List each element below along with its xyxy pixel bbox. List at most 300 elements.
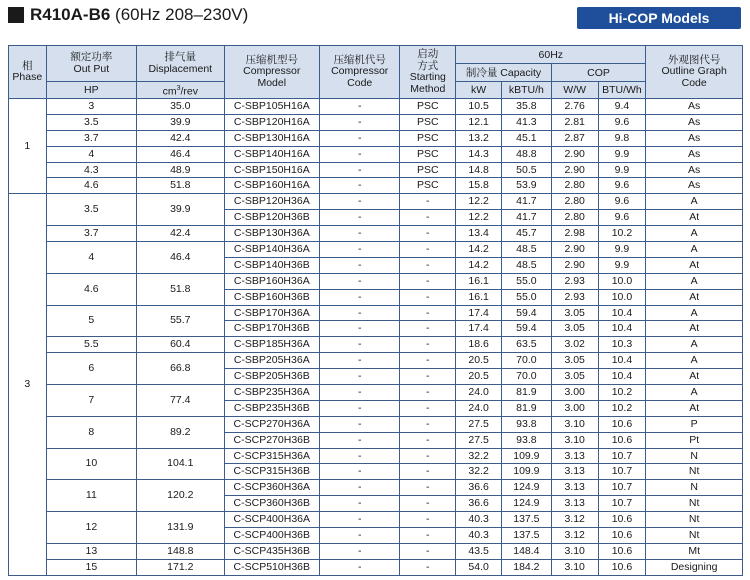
capacity-kbtu-cell: 41.7 bbox=[501, 210, 551, 226]
capacity-kbtu-cell: 50.5 bbox=[501, 162, 551, 178]
header-output: 额定功率 Out Put bbox=[46, 46, 136, 82]
power-spec: (60Hz 208–230V) bbox=[115, 5, 249, 24]
cop-ww-cell: 2.98 bbox=[551, 226, 598, 242]
displacement-cell: 46.4 bbox=[137, 146, 224, 162]
compressor-model-cell: C-SBP140H16A bbox=[224, 146, 320, 162]
displacement-cell: 104.1 bbox=[137, 448, 224, 480]
output-hp-cell: 3.5 bbox=[46, 194, 136, 226]
cop-btuwh-cell: 10.4 bbox=[598, 353, 646, 369]
compressor-code-cell: - bbox=[320, 543, 400, 559]
cop-ww-cell: 2.76 bbox=[551, 99, 598, 115]
outline-code-cell: At bbox=[646, 369, 743, 385]
cop-ww-cell: 3.13 bbox=[551, 496, 598, 512]
capacity-kbtu-cell: 70.0 bbox=[501, 369, 551, 385]
capacity-kbtu-cell: 81.9 bbox=[501, 400, 551, 416]
outline-code-cell: A bbox=[646, 385, 743, 401]
outline-code-cell: At bbox=[646, 210, 743, 226]
cop-ww-cell: 2.93 bbox=[551, 289, 598, 305]
header-unit-kw: kW bbox=[456, 82, 502, 99]
compressor-code-cell: - bbox=[320, 369, 400, 385]
starting-method-cell: - bbox=[400, 273, 456, 289]
capacity-kw-cell: 12.2 bbox=[456, 194, 502, 210]
table-row bbox=[9, 242, 743, 258]
compressor-code-cell: - bbox=[320, 289, 400, 305]
cop-ww-cell: 3.12 bbox=[551, 512, 598, 528]
capacity-kw-cell: 16.1 bbox=[456, 289, 502, 305]
outline-code-cell: As bbox=[646, 114, 743, 130]
capacity-kbtu-cell: 70.0 bbox=[501, 353, 551, 369]
starting-method-cell: - bbox=[400, 464, 456, 480]
compressor-model-cell: C-SCP270H36B bbox=[224, 432, 320, 448]
compressor-code-cell: - bbox=[320, 162, 400, 178]
cop-ww-cell: 3.10 bbox=[551, 416, 598, 432]
page-title bbox=[30, 3, 248, 27]
cop-ww-cell: 3.13 bbox=[551, 464, 598, 480]
header-unit-displacement: $cm^3$/rev bbox=[137, 82, 224, 99]
compressor-code-cell: - bbox=[320, 99, 400, 115]
header-starting-method: 启动 方式 Starting Method bbox=[400, 46, 456, 99]
compressor-model-cell: C-SCP400H36B bbox=[224, 528, 320, 544]
starting-method-cell: - bbox=[400, 305, 456, 321]
capacity-kbtu-cell: 81.9 bbox=[501, 385, 551, 401]
capacity-kw-cell: 27.5 bbox=[456, 432, 502, 448]
output-hp-cell: 7 bbox=[46, 385, 136, 417]
output-hp-cell: 12 bbox=[46, 512, 136, 544]
outline-code-cell: Nt bbox=[646, 464, 743, 480]
header-unit-ww: W/W bbox=[551, 82, 598, 99]
starting-method-cell: - bbox=[400, 257, 456, 273]
cop-ww-cell: 3.13 bbox=[551, 480, 598, 496]
cop-btuwh-cell: 10.6 bbox=[598, 543, 646, 559]
header-cop: COP bbox=[551, 64, 646, 82]
cop-btuwh-cell: 10.2 bbox=[598, 400, 646, 416]
output-hp-cell: 4.6 bbox=[46, 178, 136, 194]
cop-btuwh-cell: 10.2 bbox=[598, 226, 646, 242]
header-capacity: 制冷量 Capacity bbox=[456, 64, 552, 82]
output-hp-cell: 11 bbox=[46, 480, 136, 512]
cop-ww-cell: 3.10 bbox=[551, 543, 598, 559]
capacity-kbtu-cell: 124.9 bbox=[501, 480, 551, 496]
compressor-code-cell: - bbox=[320, 242, 400, 258]
starting-method-cell: PSC bbox=[400, 114, 456, 130]
capacity-kbtu-cell: 63.5 bbox=[501, 337, 551, 353]
phase-cell: 3 bbox=[9, 194, 47, 575]
displacement-cell: 66.8 bbox=[137, 353, 224, 385]
cop-btuwh-cell: 10.3 bbox=[598, 337, 646, 353]
output-hp-cell: 15 bbox=[46, 559, 136, 575]
outline-code-cell: Pt bbox=[646, 432, 743, 448]
starting-method-cell: - bbox=[400, 321, 456, 337]
compressor-model-cell: C-SBP235H36A bbox=[224, 385, 320, 401]
cop-btuwh-cell: 10.7 bbox=[598, 448, 646, 464]
starting-method-cell: - bbox=[400, 512, 456, 528]
capacity-kbtu-cell: 109.9 bbox=[501, 448, 551, 464]
compressor-model-cell: C-SBP130H36A bbox=[224, 226, 320, 242]
displacement-cell: 55.7 bbox=[137, 305, 224, 337]
capacity-kw-cell: 20.5 bbox=[456, 353, 502, 369]
cop-btuwh-cell: 9.4 bbox=[598, 99, 646, 115]
compressor-code-cell: - bbox=[320, 146, 400, 162]
starting-method-cell: - bbox=[400, 226, 456, 242]
compressor-model-cell: C-SBP205H36B bbox=[224, 369, 320, 385]
compressor-code-cell: - bbox=[320, 480, 400, 496]
compressor-code-cell: - bbox=[320, 464, 400, 480]
cop-btuwh-cell: 9.6 bbox=[598, 114, 646, 130]
cop-btuwh-cell: 9.8 bbox=[598, 130, 646, 146]
header-compressor-code: 压缩机代号 Compressor Code bbox=[320, 46, 400, 99]
cop-btuwh-cell: 10.2 bbox=[598, 385, 646, 401]
displacement-cell: 148.8 bbox=[137, 543, 224, 559]
capacity-kbtu-cell: 59.4 bbox=[501, 321, 551, 337]
cop-btuwh-cell: 9.9 bbox=[598, 146, 646, 162]
header-unit-btuwh: BTU/Wh bbox=[598, 82, 646, 99]
capacity-kw-cell: 40.3 bbox=[456, 512, 502, 528]
output-hp-cell: 8 bbox=[46, 416, 136, 448]
starting-method-cell: - bbox=[400, 289, 456, 305]
cop-btuwh-cell: 10.6 bbox=[598, 512, 646, 528]
capacity-kw-cell: 32.2 bbox=[456, 448, 502, 464]
capacity-kw-cell: 13.2 bbox=[456, 130, 502, 146]
table-row bbox=[9, 194, 743, 210]
outline-code-cell: As bbox=[646, 178, 743, 194]
capacity-kbtu-cell: 184.2 bbox=[501, 559, 551, 575]
capacity-kbtu-cell: 35.8 bbox=[501, 99, 551, 115]
outline-code-cell: A bbox=[646, 194, 743, 210]
table-row bbox=[9, 162, 743, 178]
compressor-code-cell: - bbox=[320, 512, 400, 528]
capacity-kw-cell: 14.3 bbox=[456, 146, 502, 162]
compressor-code-cell: - bbox=[320, 528, 400, 544]
output-hp-cell: 4.6 bbox=[46, 273, 136, 305]
outline-code-cell: A bbox=[646, 273, 743, 289]
header-unit-hp: HP bbox=[46, 82, 136, 99]
cop-ww-cell: 3.10 bbox=[551, 432, 598, 448]
title-bullet bbox=[8, 7, 24, 23]
starting-method-cell: PSC bbox=[400, 130, 456, 146]
cop-ww-cell: 3.05 bbox=[551, 321, 598, 337]
capacity-kbtu-cell: 48.5 bbox=[501, 257, 551, 273]
cop-btuwh-cell: 10.6 bbox=[598, 416, 646, 432]
displacement-cell: 42.4 bbox=[137, 226, 224, 242]
capacity-kbtu-cell: 93.8 bbox=[501, 416, 551, 432]
capacity-kw-cell: 17.4 bbox=[456, 321, 502, 337]
cop-ww-cell: 2.90 bbox=[551, 257, 598, 273]
compressor-model-cell: C-SBP170H36A bbox=[224, 305, 320, 321]
output-hp-cell: 3 bbox=[46, 99, 136, 115]
capacity-kw-cell: 40.3 bbox=[456, 528, 502, 544]
cop-btuwh-cell: 10.4 bbox=[598, 321, 646, 337]
outline-code-cell: Designing bbox=[646, 559, 743, 575]
header-displacement: 排气量 Displacement bbox=[137, 46, 224, 82]
compressor-code-cell: - bbox=[320, 353, 400, 369]
compressor-model-cell: C-SBP235H36B bbox=[224, 400, 320, 416]
cop-ww-cell: 2.93 bbox=[551, 273, 598, 289]
displacement-cell: 171.2 bbox=[137, 559, 224, 575]
compressor-model-cell: C-SCP435H36B bbox=[224, 543, 320, 559]
outline-code-cell: Mt bbox=[646, 543, 743, 559]
outline-code-cell: A bbox=[646, 242, 743, 258]
capacity-kw-cell: 14.2 bbox=[456, 257, 502, 273]
outline-code-cell: N bbox=[646, 480, 743, 496]
cop-btuwh-cell: 10.7 bbox=[598, 496, 646, 512]
capacity-kw-cell: 36.6 bbox=[456, 496, 502, 512]
outline-code-cell: At bbox=[646, 289, 743, 305]
header-compressor-model: 压缩机型号 Compressor Model bbox=[224, 46, 320, 99]
cop-btuwh-cell: 10.7 bbox=[598, 480, 646, 496]
compressor-code-cell: - bbox=[320, 321, 400, 337]
capacity-kbtu-cell: 41.7 bbox=[501, 194, 551, 210]
cop-ww-cell: 3.05 bbox=[551, 369, 598, 385]
starting-method-cell: - bbox=[400, 242, 456, 258]
capacity-kbtu-cell: 93.8 bbox=[501, 432, 551, 448]
starting-method-cell: PSC bbox=[400, 162, 456, 178]
starting-method-cell: PSC bbox=[400, 99, 456, 115]
outline-code-cell: At bbox=[646, 400, 743, 416]
compressor-model-cell: C-SBP130H16A bbox=[224, 130, 320, 146]
outline-code-cell: As bbox=[646, 130, 743, 146]
starting-method-cell: - bbox=[400, 385, 456, 401]
compressor-model-cell: C-SBP120H36B bbox=[224, 210, 320, 226]
output-hp-cell: 6 bbox=[46, 353, 136, 385]
starting-method-cell: PSC bbox=[400, 146, 456, 162]
capacity-kw-cell: 12.2 bbox=[456, 210, 502, 226]
outline-code-cell: P bbox=[646, 416, 743, 432]
cop-ww-cell: 2.90 bbox=[551, 162, 598, 178]
compressor-model-cell: C-SBP140H36B bbox=[224, 257, 320, 273]
outline-code-cell: At bbox=[646, 257, 743, 273]
capacity-kbtu-cell: 124.9 bbox=[501, 496, 551, 512]
outline-code-cell: At bbox=[646, 321, 743, 337]
table-row bbox=[9, 480, 743, 496]
compressor-code-cell: - bbox=[320, 226, 400, 242]
capacity-kbtu-cell: 109.9 bbox=[501, 464, 551, 480]
cop-ww-cell: 3.13 bbox=[551, 448, 598, 464]
compressor-model-cell: C-SBP120H36A bbox=[224, 194, 320, 210]
cop-btuwh-cell: 9.9 bbox=[598, 257, 646, 273]
compressor-code-cell: - bbox=[320, 559, 400, 575]
compressor-code-cell: - bbox=[320, 496, 400, 512]
spec-table bbox=[8, 45, 743, 576]
compressor-model-cell: C-SBP120H16A bbox=[224, 114, 320, 130]
starting-method-cell: - bbox=[400, 369, 456, 385]
header-60hz: 60Hz bbox=[456, 46, 646, 64]
displacement-cell: 39.9 bbox=[137, 194, 224, 226]
capacity-kw-cell: 24.0 bbox=[456, 385, 502, 401]
phase-cell: 1 bbox=[9, 99, 47, 194]
capacity-kbtu-cell: 48.5 bbox=[501, 242, 551, 258]
capacity-kbtu-cell: 55.0 bbox=[501, 273, 551, 289]
displacement-cell: 120.2 bbox=[137, 480, 224, 512]
cop-ww-cell: 3.00 bbox=[551, 385, 598, 401]
refrigerant-model: R410A-B6 bbox=[30, 5, 111, 24]
compressor-model-cell: C-SBP160H36A bbox=[224, 273, 320, 289]
capacity-kbtu-cell: 45.7 bbox=[501, 226, 551, 242]
capacity-kw-cell: 16.1 bbox=[456, 273, 502, 289]
hi-cop-badge: Hi-COP Models bbox=[577, 7, 741, 29]
displacement-cell: 77.4 bbox=[137, 385, 224, 417]
cop-ww-cell: 2.87 bbox=[551, 130, 598, 146]
compressor-model-cell: C-SBP105H16A bbox=[224, 99, 320, 115]
capacity-kw-cell: 14.8 bbox=[456, 162, 502, 178]
cop-ww-cell: 3.02 bbox=[551, 337, 598, 353]
table-row bbox=[9, 385, 743, 401]
displacement-cell: 42.4 bbox=[137, 130, 224, 146]
output-hp-cell: 4 bbox=[46, 242, 136, 274]
capacity-kw-cell: 15.8 bbox=[456, 178, 502, 194]
output-hp-cell: 5.5 bbox=[46, 337, 136, 353]
table-row bbox=[9, 305, 743, 321]
displacement-cell: 60.4 bbox=[137, 337, 224, 353]
capacity-kw-cell: 36.6 bbox=[456, 480, 502, 496]
capacity-kw-cell: 10.5 bbox=[456, 99, 502, 115]
starting-method-cell: - bbox=[400, 480, 456, 496]
capacity-kw-cell: 24.0 bbox=[456, 400, 502, 416]
cop-ww-cell: 2.80 bbox=[551, 178, 598, 194]
capacity-kw-cell: 20.5 bbox=[456, 369, 502, 385]
capacity-kbtu-cell: 59.4 bbox=[501, 305, 551, 321]
output-hp-cell: 5 bbox=[46, 305, 136, 337]
capacity-kbtu-cell: 137.5 bbox=[501, 512, 551, 528]
outline-code-cell: Nt bbox=[646, 496, 743, 512]
compressor-code-cell: - bbox=[320, 416, 400, 432]
compressor-model-cell: C-SCP510H36B bbox=[224, 559, 320, 575]
cop-btuwh-cell: 10.6 bbox=[598, 528, 646, 544]
table-row bbox=[9, 273, 743, 289]
compressor-model-cell: C-SBP205H36A bbox=[224, 353, 320, 369]
cop-btuwh-cell: 9.6 bbox=[598, 194, 646, 210]
outline-code-cell: A bbox=[646, 337, 743, 353]
compressor-model-cell: C-SCP315H36B bbox=[224, 464, 320, 480]
table-row bbox=[9, 99, 743, 115]
table-row bbox=[9, 226, 743, 242]
capacity-kbtu-cell: 48.8 bbox=[501, 146, 551, 162]
compressor-model-cell: C-SCP400H36A bbox=[224, 512, 320, 528]
cop-btuwh-cell: 10.4 bbox=[598, 305, 646, 321]
compressor-code-cell: - bbox=[320, 130, 400, 146]
displacement-cell: 89.2 bbox=[137, 416, 224, 448]
outline-code-cell: As bbox=[646, 162, 743, 178]
cop-btuwh-cell: 9.9 bbox=[598, 162, 646, 178]
spec-table-body bbox=[9, 99, 743, 576]
cop-btuwh-cell: 9.6 bbox=[598, 210, 646, 226]
output-hp-cell: 10 bbox=[46, 448, 136, 480]
outline-code-cell: As bbox=[646, 99, 743, 115]
compressor-code-cell: - bbox=[320, 257, 400, 273]
capacity-kw-cell: 12.1 bbox=[456, 114, 502, 130]
displacement-cell: 48.9 bbox=[137, 162, 224, 178]
table-row bbox=[9, 146, 743, 162]
cop-btuwh-cell: 10.7 bbox=[598, 464, 646, 480]
cop-ww-cell: 2.90 bbox=[551, 242, 598, 258]
table-row bbox=[9, 543, 743, 559]
cop-btuwh-cell: 10.0 bbox=[598, 289, 646, 305]
cop-ww-cell: 2.90 bbox=[551, 146, 598, 162]
table-row bbox=[9, 353, 743, 369]
cop-ww-cell: 3.12 bbox=[551, 528, 598, 544]
compressor-model-cell: C-SCP360H36A bbox=[224, 480, 320, 496]
capacity-kbtu-cell: 41.3 bbox=[501, 114, 551, 130]
compressor-model-cell: C-SBP140H36A bbox=[224, 242, 320, 258]
cop-ww-cell: 3.10 bbox=[551, 559, 598, 575]
compressor-model-cell: C-SCP360H36B bbox=[224, 496, 320, 512]
table-row bbox=[9, 114, 743, 130]
compressor-model-cell: C-SBP160H16A bbox=[224, 178, 320, 194]
table-row bbox=[9, 512, 743, 528]
header-unit-kbtu: kBTU/h bbox=[501, 82, 551, 99]
compressor-code-cell: - bbox=[320, 273, 400, 289]
outline-code-cell: Nt bbox=[646, 528, 743, 544]
displacement-cell: 51.8 bbox=[137, 178, 224, 194]
compressor-model-cell: C-SCP270H36A bbox=[224, 416, 320, 432]
compressor-code-cell: - bbox=[320, 337, 400, 353]
starting-method-cell: - bbox=[400, 543, 456, 559]
compressor-model-cell: C-SBP150H16A bbox=[224, 162, 320, 178]
table-row bbox=[9, 448, 743, 464]
header-phase: 相 Phase bbox=[9, 46, 47, 99]
capacity-kbtu-cell: 148.4 bbox=[501, 543, 551, 559]
compressor-code-cell: - bbox=[320, 210, 400, 226]
output-hp-cell: 4.3 bbox=[46, 162, 136, 178]
outline-code-cell: Nt bbox=[646, 512, 743, 528]
outline-code-cell: A bbox=[646, 305, 743, 321]
starting-method-cell: - bbox=[400, 337, 456, 353]
output-hp-cell: 13 bbox=[46, 543, 136, 559]
cop-btuwh-cell: 9.6 bbox=[598, 178, 646, 194]
table-row bbox=[9, 337, 743, 353]
compressor-code-cell: - bbox=[320, 194, 400, 210]
output-hp-cell: 3.7 bbox=[46, 130, 136, 146]
displacement-cell: 131.9 bbox=[137, 512, 224, 544]
displacement-cell: 46.4 bbox=[137, 242, 224, 274]
starting-method-cell: - bbox=[400, 210, 456, 226]
capacity-kw-cell: 43.5 bbox=[456, 543, 502, 559]
cop-ww-cell: 3.00 bbox=[551, 400, 598, 416]
capacity-kbtu-cell: 53.9 bbox=[501, 178, 551, 194]
compressor-model-cell: C-SBP160H36B bbox=[224, 289, 320, 305]
capacity-kbtu-cell: 137.5 bbox=[501, 528, 551, 544]
table-row bbox=[9, 130, 743, 146]
cop-btuwh-cell: 10.6 bbox=[598, 432, 646, 448]
starting-method-cell: - bbox=[400, 528, 456, 544]
header-outline-code: 外观图代号 Outline Graph Code bbox=[646, 46, 743, 99]
starting-method-cell: - bbox=[400, 496, 456, 512]
output-hp-cell: 3.7 bbox=[46, 226, 136, 242]
compressor-code-cell: - bbox=[320, 178, 400, 194]
capacity-kw-cell: 54.0 bbox=[456, 559, 502, 575]
compressor-model-cell: C-SCP315H36A bbox=[224, 448, 320, 464]
compressor-code-cell: - bbox=[320, 400, 400, 416]
outline-code-cell: A bbox=[646, 353, 743, 369]
compressor-code-cell: - bbox=[320, 385, 400, 401]
compressor-code-cell: - bbox=[320, 305, 400, 321]
starting-method-cell: - bbox=[400, 353, 456, 369]
outline-code-cell: A bbox=[646, 226, 743, 242]
starting-method-cell: - bbox=[400, 194, 456, 210]
cop-ww-cell: 2.81 bbox=[551, 114, 598, 130]
starting-method-cell: - bbox=[400, 432, 456, 448]
cop-btuwh-cell: 9.9 bbox=[598, 242, 646, 258]
starting-method-cell: - bbox=[400, 400, 456, 416]
capacity-kw-cell: 17.4 bbox=[456, 305, 502, 321]
outline-code-cell: N bbox=[646, 448, 743, 464]
compressor-code-cell: - bbox=[320, 448, 400, 464]
capacity-kw-cell: 18.6 bbox=[456, 337, 502, 353]
capacity-kw-cell: 32.2 bbox=[456, 464, 502, 480]
starting-method-cell: - bbox=[400, 559, 456, 575]
cop-ww-cell: 2.80 bbox=[551, 210, 598, 226]
outline-code-cell: As bbox=[646, 146, 743, 162]
compressor-code-cell: - bbox=[320, 114, 400, 130]
